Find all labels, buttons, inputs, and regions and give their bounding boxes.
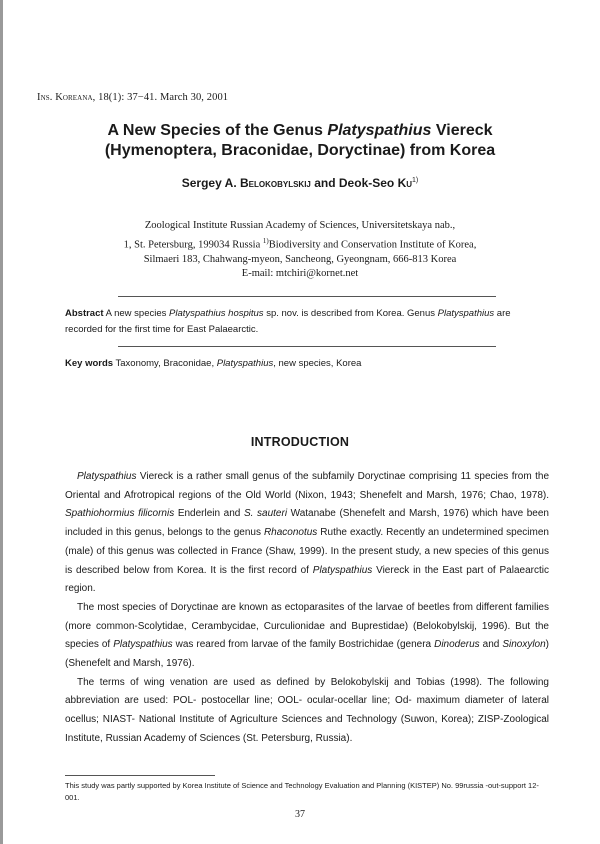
keywords: Key words Taxonomy, Braconidae, Platyspathius, new species, Korea <box>65 358 362 369</box>
author-2-surname: Ku <box>397 176 413 190</box>
abstract: Abstract A new species Platyspathius hospitus sp. nov. is described from Korea. Genus Platyspathius are recorded for the first time for East Palaearctic. <box>65 308 511 335</box>
journal-name: Ins. Koreana <box>37 92 93 103</box>
paragraph-1: Platyspathius Viereck is a rather small genus of the subfamily Doryctinae comprising 11 species from the Oriental and Afrotropical regions of the Old World (Nixon, 1943; Shenefelt and Marsh, 1976; Chao, 1978). Spathiohormius filicornis Enderlein and S. sauteri Watanabe (Shenefelt and Marsh, 1976) which have been included in this genus, belongs to the genus Rhaconotus Ruthe exactly. Recently an undetermined specimen (male) of this genus was collected in France (Shaw, 1999). In the present study, a new species of this genus is described below from Korea. It is the first record of Platyspathius Viereck in the East part of Palaearctic region. <box>65 471 549 595</box>
title-line-1: A New Species of the Genus Platyspathius Viereck <box>107 122 493 139</box>
title-genus: Platyspathius <box>327 122 432 139</box>
footnote: This study was partly supported by Korea Institute of Science and Technology Evaluation and Planning (KISTEP) No. 99russia -out-support 12-001. <box>65 781 539 802</box>
affiliation-line-2: 1, St. Petersburg, 199034 Russia $^{1)}$Biodiversity and Conservation Institute of Korea, <box>123 236 477 250</box>
email-line: E-mail: mtchiri@kornet.net <box>241 268 359 279</box>
paragraph-3: The terms of wing venation are used as defined by Belokobylskij and Tobias (1998). The following abbreviation are used: POL- postocellar line; OOL- ocular-ocellar line; Od- maximum diameter of lateral ocellus; NIAST- National Institute of Agriculture Sciences and Technology (Suwon, Korea); ZISP-Zoological Institute, Russian Academy of Sciences (St. Petersburg, Russia). <box>65 676 549 744</box>
page-number: 37 <box>295 809 305 820</box>
affiliation-line-1: Zoological Institute Russian Academy of Sciences, Universitetskaya nab., <box>144 220 456 231</box>
citation: , 18(1): 37−41. March 30, 2001 <box>92 92 229 103</box>
affiliation <box>40 219 560 282</box>
running-header <box>37 92 228 103</box>
title-line-2: (Hymenoptera, Braconidae, Doryctinae) from Korea <box>104 142 496 159</box>
divider-top <box>118 296 496 297</box>
introduction-body <box>65 468 549 749</box>
article-title <box>40 121 560 161</box>
authors: Sergey A. Belokobylskij and Deok-Seo Ku$^{1)}$ <box>181 176 419 190</box>
section-heading: INTRODUCTION <box>250 435 350 449</box>
keywords-label: Key words <box>65 358 114 369</box>
author-1-surname: Belokobylskij <box>239 176 311 190</box>
abstract-label: Abstract <box>65 308 104 319</box>
footnote-divider <box>65 775 215 776</box>
affiliation-line-3: Silmaeri 183, Chahwang-myeon, Sancheong, Gyeongnam, 666-813 Korea <box>143 253 457 265</box>
paragraph-2: The most species of Doryctinae are known as ectoparasites of the larvae of beetles from different families (more common-Scolytidae, Cerambycidae, Curculionidae and Buprestidae) (Belokobylskij, 1996). But the species of Platyspathius was reared from larvae of the family Bostrichidae (genera Dinoderus and Sinoxylon) (Shenefelt and Marsh, 1976). <box>65 601 550 670</box>
divider-bottom <box>118 346 496 347</box>
